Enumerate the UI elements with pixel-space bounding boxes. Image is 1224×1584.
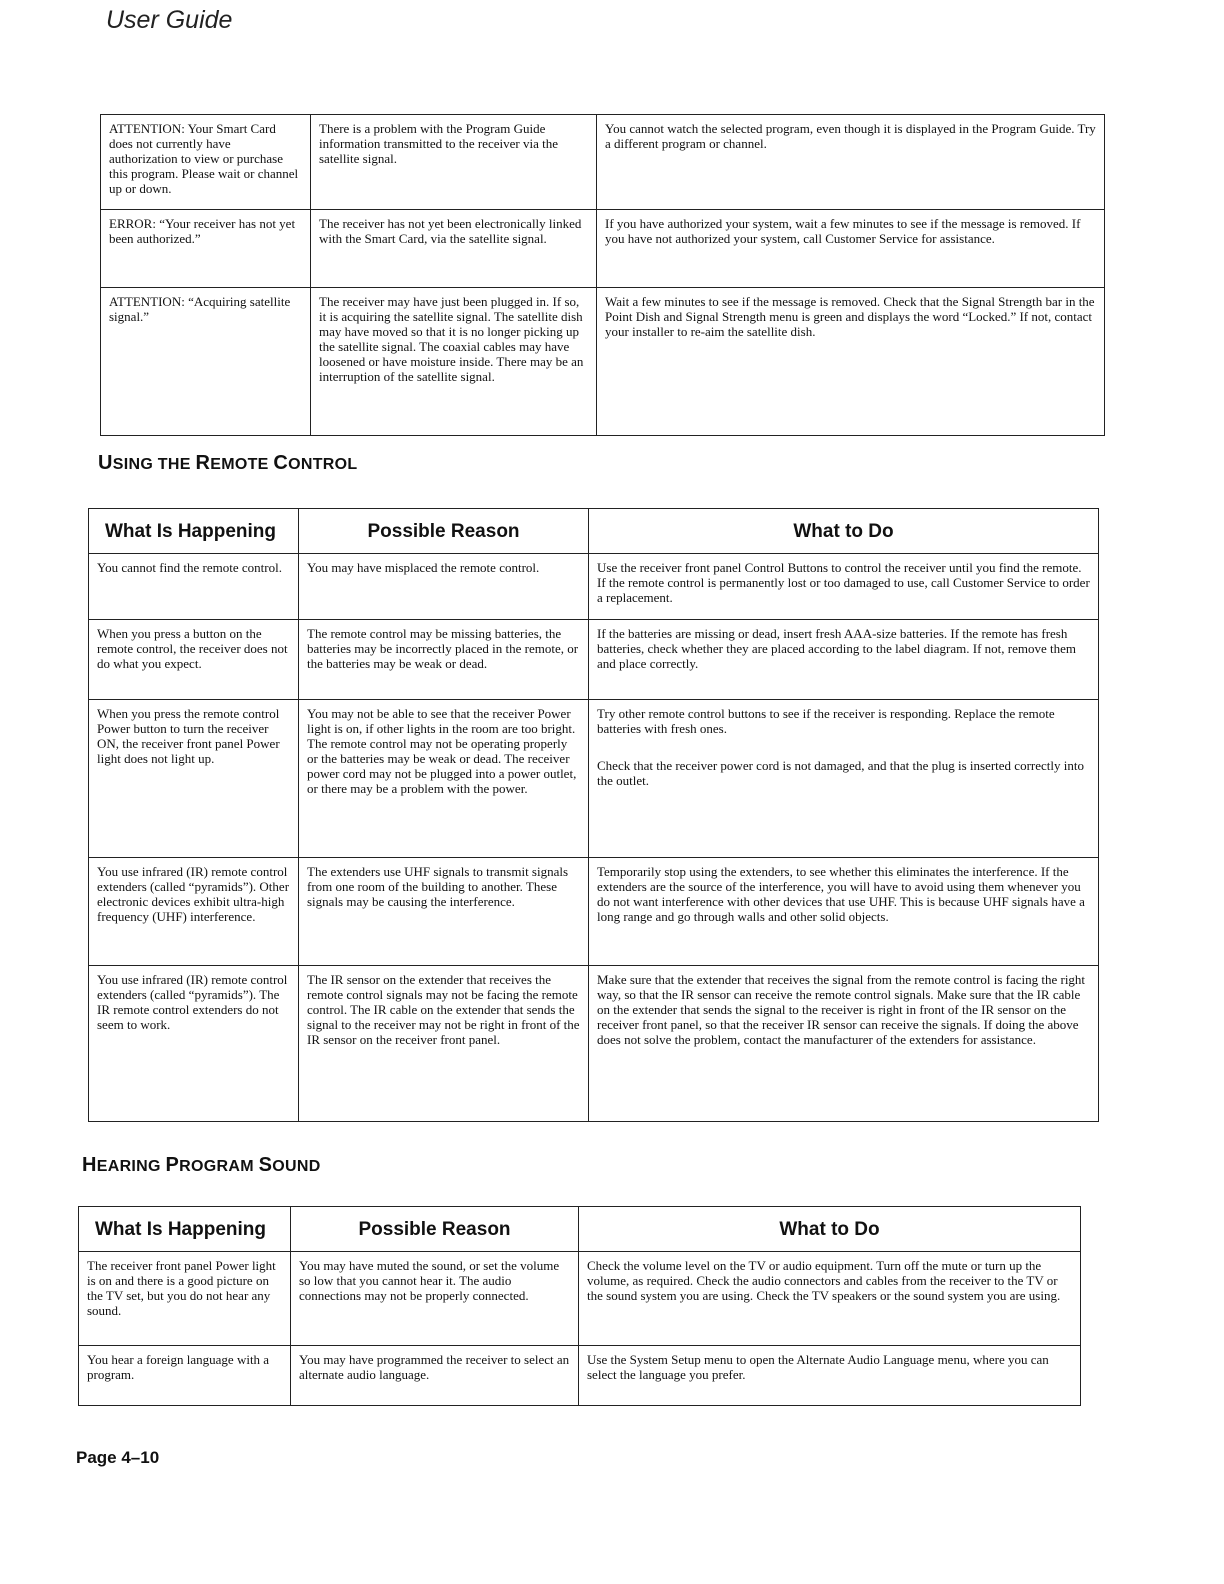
column-header-what: What Is Happening — [89, 509, 299, 554]
column-header-reason: Possible Reason — [291, 1207, 579, 1252]
remote-control-table — [88, 508, 1099, 1122]
table-row — [89, 620, 1099, 700]
todo-cell: You cannot watch the selected program, even though it is displayed in the Program Guide. Try a different program or channel. — [597, 115, 1105, 210]
reason-cell: The remote control may be missing batteries, the batteries may be incorrectly placed in the remote, or the batteries may be weak or dead. — [299, 620, 589, 700]
table-row — [89, 966, 1099, 1122]
todo-cell: Wait a few minutes to see if the message is removed. Check that the Signal Strength bar in the Point Dish and Signal Strength menu is green and displays the word “Locked.” If not, contact your installer to re-aim the satellite dish. — [597, 288, 1105, 436]
section-heading-sound — [82, 1154, 321, 1177]
column-header-todo: What to Do — [579, 1207, 1081, 1252]
what-cell: ATTENTION: “Acquiring satellite signal.” — [101, 288, 311, 436]
todo-cell: Use the receiver front panel Control Buttons to control the receiver until you find the remote. If the remote control is permanently lost or too damaged to use, call Customer Service to order a replacement. — [589, 554, 1099, 620]
todo-cell — [589, 700, 1099, 858]
todo-cell: If the batteries are missing or dead, insert fresh AAA-size batteries. If the remote has fresh batteries, check whether they are placed according to the label diagram. If not, remove them and place correctly. — [589, 620, 1099, 700]
program-sound-table — [78, 1206, 1081, 1406]
what-cell: ERROR: “Your receiver has not yet been authorized.” — [101, 210, 311, 288]
section-heading-remote — [98, 452, 357, 475]
todo-cell: If you have authorized your system, wait a few minutes to see if the message is removed. If you have not authorized your system, call Customer Service for assistance. — [597, 210, 1105, 288]
column-header-reason: Possible Reason — [299, 509, 589, 554]
table-row — [79, 1346, 1081, 1406]
todo-cell: Check the volume level on the TV or audio equipment. Turn off the mute or turn up the volume, as required. Check the audio connectors and cables from the receiver to the TV or the sound system you are using. Check the TV speakers or the sound system you are using. — [579, 1252, 1081, 1346]
heading-part: C — [273, 452, 289, 474]
reason-cell: You may have misplaced the remote control. — [299, 554, 589, 620]
messages-table — [100, 114, 1105, 436]
table-header-row — [89, 509, 1099, 554]
table-row — [101, 288, 1105, 436]
what-cell: You hear a foreign language with a program. — [79, 1346, 291, 1406]
table-row — [101, 115, 1105, 210]
what-cell: You use infrared (IR) remote control extenders (called “pyramids”). The IR remote control extenders do not seem to work. — [89, 966, 299, 1122]
heading-part: EARING — [96, 1158, 166, 1175]
column-header-what: What Is Happening — [79, 1207, 291, 1252]
reason-cell: The receiver has not yet been electronically linked with the Smart Card, via the satellite signal. — [311, 210, 597, 288]
reason-cell: The receiver may have just been plugged in. If so, it is acquiring the satellite signal. The satellite dish may have moved so that it is no longer picking up the satellite signal. The coaxial cables may have loosened or have moisture inside. There may be an interruption of the satellite signal. — [311, 288, 597, 436]
table-header-row — [79, 1207, 1081, 1252]
reason-cell: You may have programmed the receiver to select an alternate audio language. — [291, 1346, 579, 1406]
reason-cell: You may not be able to see that the receiver Power light is on, if other lights in the room are too bright. The remote control may not be operating properly or the batteries may be weak or dead. The receiver power cord may not be plugged into a power outlet, or there may be a problem with the power. — [299, 700, 589, 858]
what-cell: The receiver front panel Power light is on and there is a good picture on the TV set, but you do not hear any sound. — [79, 1252, 291, 1346]
heading-part: ONTROL — [288, 456, 358, 473]
column-header-todo: What to Do — [589, 509, 1099, 554]
todo-cell: Make sure that the extender that receives the signal from the remote control is facing the right way, so that the IR sensor can receive the remote control signals. Make sure that the IR cable on the extender that sends the signal to the receiver is right in front of the IR sensor on the receiver front panel, so that the receiver IR sensor can receive the signals. If doing the above does not solve the problem, contact the manufacturer of the extenders for assistance. — [589, 966, 1099, 1122]
todo-cell: Use the System Setup menu to open the Alternate Audio Language menu, where you can select the language you prefer. — [579, 1346, 1081, 1406]
what-cell: When you press a button on the remote control, the receiver does not do what you expect. — [89, 620, 299, 700]
table-row — [89, 700, 1099, 858]
table-row — [89, 858, 1099, 966]
heading-part: S — [258, 1154, 273, 1176]
todo-cell: Temporarily stop using the extenders, to see whether this eliminates the interference. If the extenders are the source of the interference, you will have to avoid using them whenever you do not want interference with other devices that use UHF. This is because UHF signals have a long range and go through walls and other solid objects. — [589, 858, 1099, 966]
what-cell: You use infrared (IR) remote control extenders (called “pyramids”). Other electronic devices exhibit ultra-high frequency (UHF) interference. — [89, 858, 299, 966]
page-number: Page 4–10 — [76, 1448, 160, 1467]
reason-cell: You may have muted the sound, or set the volume so low that you cannot hear it. The audio connections may not be properly connected. — [291, 1252, 579, 1346]
todo-text: Try other remote control buttons to see if the receiver is responding. Replace the remote batteries with fresh ones. — [597, 706, 1055, 736]
heading-part: ROGRAM — [179, 1158, 259, 1175]
heading-part: EMOTE — [210, 456, 274, 473]
todo-text-second: Check that the receiver power cord is not damaged, and that the plug is inserted correctly into the outlet. — [597, 758, 1084, 788]
heading-part: R — [195, 452, 211, 474]
heading-part: P — [165, 1154, 180, 1176]
reason-cell: The IR sensor on the extender that receives the remote control signals may not be facing the remote control. The IR cable on the extender that sends the signal to the receiver may not be right in front of the IR sensor on the receiver front panel. — [299, 966, 589, 1122]
table-row — [79, 1252, 1081, 1346]
page-header-title: User Guide — [106, 6, 233, 34]
what-cell: When you press the remote control Power button to turn the receiver ON, the receiver front panel Power light does not light up. — [89, 700, 299, 858]
heading-part: SING THE — [112, 456, 196, 473]
what-cell: ATTENTION: Your Smart Card does not currently have authorization to view or purchase this program. Please wait or channel up or down. — [101, 115, 311, 210]
heading-part: H — [82, 1154, 97, 1176]
reason-cell: The extenders use UHF signals to transmit signals from one room of the building to another. These signals may be causing the interference. — [299, 858, 589, 966]
table-row — [89, 554, 1099, 620]
what-cell: You cannot find the remote control. — [89, 554, 299, 620]
table-row — [101, 210, 1105, 288]
heading-part: OUND — [272, 1158, 321, 1175]
reason-cell: There is a problem with the Program Guide information transmitted to the receiver via the satellite signal. — [311, 115, 597, 210]
heading-part: U — [98, 452, 113, 474]
